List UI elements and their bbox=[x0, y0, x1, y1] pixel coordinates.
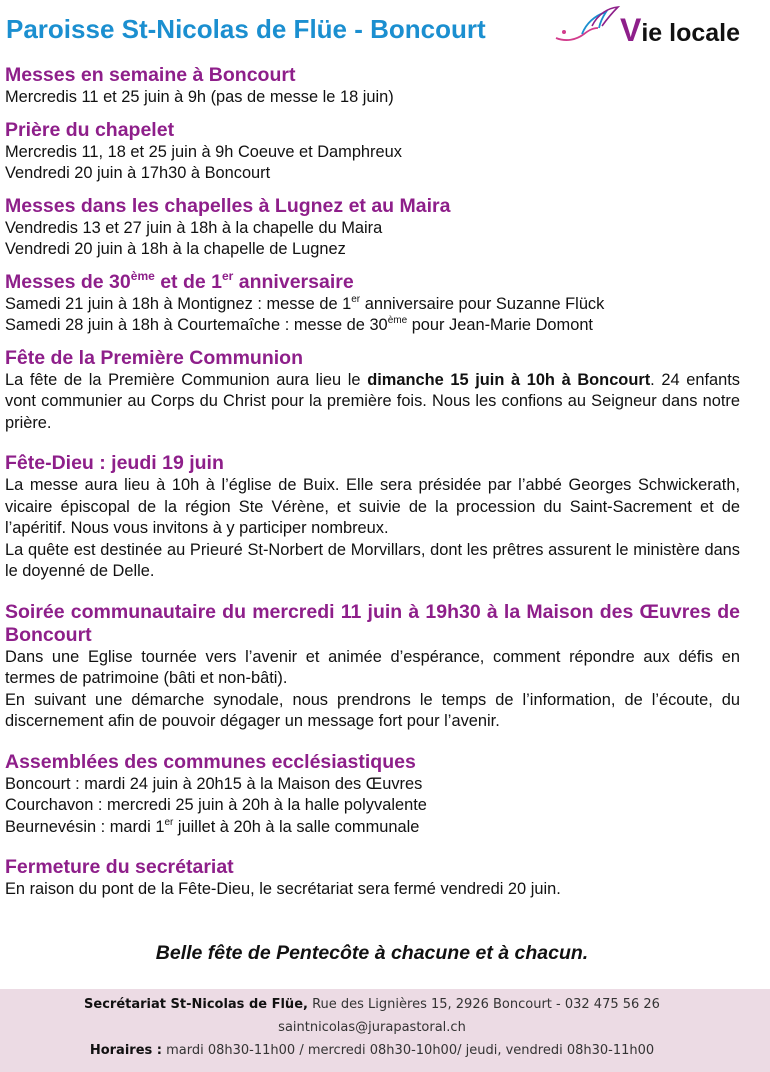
section-assemblees bbox=[5, 751, 740, 839]
section-line: Beurnevésin : mardi 1er juillet à 20h à la salle communale bbox=[5, 816, 420, 836]
section-heading: Fermeture du secrétariat bbox=[5, 856, 234, 878]
section-heading: Assemblées des communes ecclésiastiques bbox=[5, 750, 416, 773]
section-heading: Messes de 30ème et de 1er anniversaire bbox=[5, 268, 354, 293]
section-anniversaire bbox=[5, 268, 740, 337]
section-paragraph: La fête de la Première Communion aura lieu le dimanche 15 juin à 10h à Boncourt. 24 enfants vont communier au Corps du Christ pour la première fois. Nous les confions au Seigneur dans notre prière. bbox=[5, 370, 740, 432]
bulletin-content bbox=[5, 64, 740, 911]
dove-icon bbox=[552, 4, 622, 54]
section-line: En raison du pont de la Fête-Dieu, le secrétariat sera fermé vendredi 20 juin. bbox=[5, 880, 561, 898]
section-fete-dieu bbox=[5, 452, 740, 583]
section-fermeture bbox=[5, 856, 740, 901]
section-line: Samedi 21 juin à 18h à Montignez : messe de 1er anniversaire pour Suzanne Flück bbox=[5, 293, 605, 313]
footer-email[interactable]: saintnicolas@jurapastoral.ch bbox=[278, 1020, 466, 1035]
section-line: Boncourt : mardi 24 juin à 20h15 à la Maison des Œuvres bbox=[5, 774, 423, 793]
section-paragraph: La quête est destinée au Prieuré St-Norbert de Morvillars, dont les prêtres assurent le ministère dans le doyenné de Delle. bbox=[5, 540, 740, 580]
section-soiree bbox=[5, 601, 740, 733]
section-line: Courchavon : mercredi 25 juin à 20h à la halle polyvalente bbox=[5, 796, 427, 814]
section-chapelet bbox=[5, 119, 740, 185]
section-line: Vendredis 13 et 27 juin à 18h à la chapelle du Maira bbox=[5, 218, 383, 237]
section-chapelles bbox=[5, 195, 740, 261]
section-heading: Fête de la Première Communion bbox=[5, 346, 303, 369]
section-heading: Prière du chapelet bbox=[5, 118, 175, 141]
closing-greeting: Belle fête de Pentecôte à chacune et à chacun. bbox=[155, 942, 589, 964]
section-line: Vendredi 20 juin à 17h30 à Boncourt bbox=[5, 164, 271, 182]
section-heading: Soirée communautaire du mercredi 11 juin à 19h30 à la Maison des Œuvres de Boncourt bbox=[5, 600, 740, 646]
section-messes-semaine bbox=[5, 64, 740, 109]
footer bbox=[0, 989, 770, 1072]
page-title: Paroisse St-Nicolas de Flüe - Boncourt bbox=[6, 14, 486, 44]
section-heading: Fête-Dieu : jeudi 19 juin bbox=[5, 452, 224, 474]
section-line: Vendredi 20 juin à 18h à la chapelle de Lugnez bbox=[5, 240, 346, 258]
footer-hours-line: Horaires : mardi 08h30-11h00 / mercredi 08h30-10h00/ jeudi, vendredi 08h30-11h00 bbox=[89, 1043, 655, 1058]
section-communion bbox=[5, 347, 740, 435]
section-line: Mercredis 11, 18 et 25 juin à 9h Coeuve et Damphreux bbox=[5, 142, 402, 161]
logo-text: Vie locale bbox=[620, 12, 741, 48]
section-paragraph: La messe aura lieu à 10h à l’église de Buix. Elle sera présidée par l’abbé Georges Schwickerath, vicaire épiscopal de la région Ste Vérène, et suivie de la procession du Saint-Sacrement et de l’apéritif. Nous vous invitons à y participer nombreux. bbox=[5, 476, 740, 537]
footer-address-line: Secrétariat St-Nicolas de Flüe, Rue des Lignières 15, 2926 Boncourt - 032 475 56 26 bbox=[84, 997, 660, 1012]
section-paragraph: En suivant une démarche synodale, nous prendrons le temps de l’information, de l’écoute, du discernement afin de pouvoir dégager un message fort pour l’avenir. bbox=[5, 690, 740, 730]
section-paragraph: Dans une Eglise tournée vers l’avenir et animée d’espérance, comment répondre aux défis en termes de patrimoine (bâti et non-bâti). bbox=[5, 647, 740, 687]
section-line: Samedi 28 juin à 18h à Courtemaîche : messe de 30ème pour Jean-Marie Domont bbox=[5, 315, 593, 334]
vie-locale-logo bbox=[552, 4, 762, 54]
section-line: Mercredis 11 et 25 juin à 9h (pas de messe le 18 juin) bbox=[5, 88, 394, 106]
section-heading: Messes dans les chapelles à Lugnez et au Maira bbox=[5, 194, 451, 217]
section-heading: Messes en semaine à Boncourt bbox=[5, 64, 296, 86]
